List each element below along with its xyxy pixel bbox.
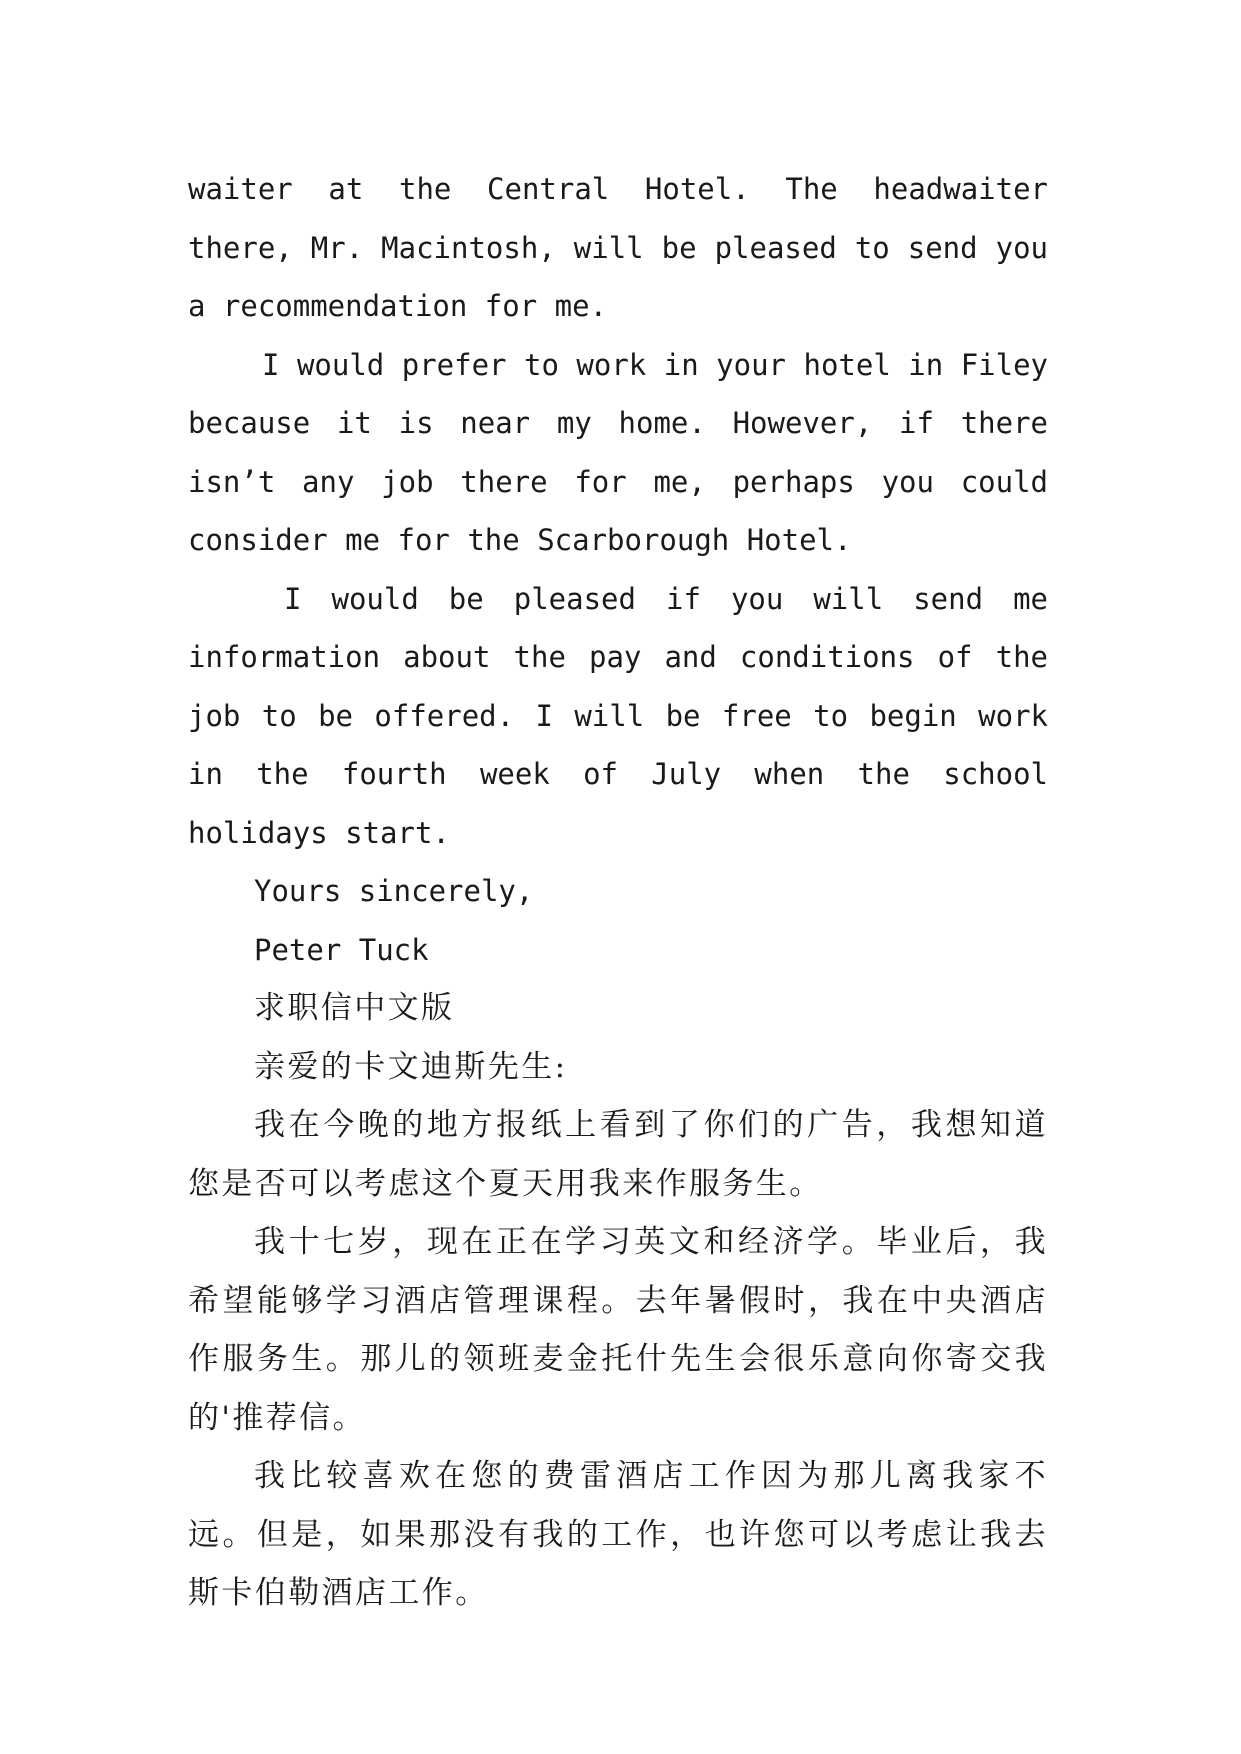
chinese-paragraph-1: 我在今晚的地方报纸上看到了你们的广告，我想知道您是否可以考虑这个夏天用我来作服务生。 xyxy=(188,1107,1048,1202)
document-body xyxy=(188,160,1048,1623)
letter-signature: Peter Tuck xyxy=(254,932,429,967)
english-paragraph-1: waiter at the Central Hotel. The headwaiter there, Mr. Macintosh, will be pleased to send you a recommendation for me. xyxy=(188,172,1048,323)
chinese-paragraph-3: 我比较喜欢在您的费雷酒店工作因为那儿离我家不远。但是，如果那没有我的工作，也许您可以考虑让我去斯卡伯勒酒店工作。 xyxy=(188,1458,1048,1611)
letter-closing: Yours sincerely, xyxy=(254,874,534,908)
chinese-title: 求职信中文版 xyxy=(254,990,455,1026)
chinese-paragraph-2: 我十七岁，现在正在学习英文和经济学。毕业后，我希望能够学习酒店管理课程。去年暑假时，我在中央酒店作服务生。那儿的领班麦金托什先生会很乐意向你寄交我的'推荐信。 xyxy=(188,1224,1048,1436)
english-paragraph-2: I would prefer to work in your hotel in Filey because it is near my home. However, if there isn’t any job there for me, perhaps you could consider me for the Scarborough Hotel. xyxy=(188,347,1048,557)
english-paragraph-3: I would be pleased if you will send me information about the pay and conditions of the job to be offered. I will be free to begin work in the fourth week of July when the school holidays start. xyxy=(188,581,1048,850)
chinese-salutation: 亲爱的卡文迪斯先生: xyxy=(254,1048,568,1085)
